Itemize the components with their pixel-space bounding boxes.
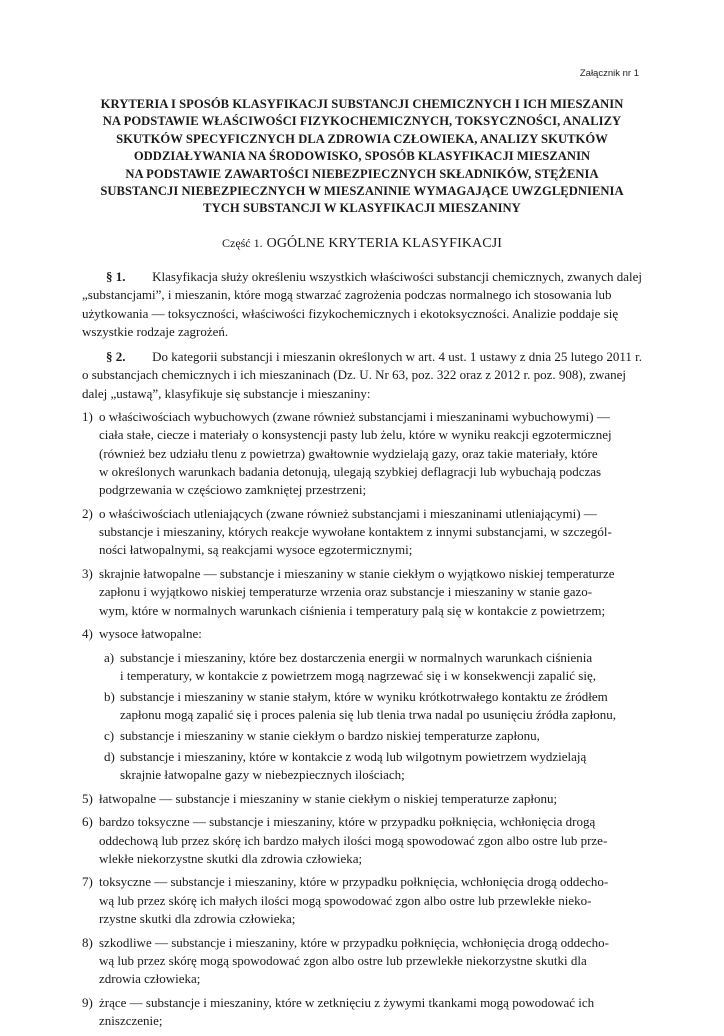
line-text: dalej „ustawą”, klasyfikuje się substancje i mieszaniny: xyxy=(82,385,371,401)
line-text: wym, które w normalnych warunkach ciśnienia i temperatury palą się w kontakcie z powietrzem; xyxy=(99,602,606,618)
line-text: skrajnie łatwopalne — substancje i mieszaniny w stanie ciekłym o wyjątkowo niskiej temperaturze xyxy=(99,565,615,581)
item-number: 4) xyxy=(82,626,93,642)
part-label: Część 1. xyxy=(221,236,263,250)
text-line xyxy=(120,667,642,685)
line-text: oddechową lub przez skórę ich bardzo małych ilości mogą spowodować zgon albo ostre lub prze- xyxy=(99,832,608,848)
item-number: 3) xyxy=(82,565,93,581)
classification-list xyxy=(82,408,642,1036)
text-line xyxy=(99,583,642,601)
line-text: łatwopalne — substancje i mieszaniny w stanie ciekłym o niskiej temperaturze zapłonu; xyxy=(99,790,558,806)
text-line xyxy=(82,286,642,304)
line-text: użytkowania — toksyczności, właściwości fizykochemicznych i ekotoksyczności. Analizie poddaje się xyxy=(82,305,619,321)
text-line xyxy=(120,706,642,724)
line-text: Klasyfikacja służy określeniu wszystkich właściwości substancji chemicznych, zwanych dalej xyxy=(152,269,642,284)
list-item xyxy=(82,565,642,620)
line-text: zniszczenie; xyxy=(99,1013,163,1029)
sub-item-letter: d) xyxy=(104,748,115,764)
text-line xyxy=(99,625,642,643)
line-text: ności łatwopalnymi, są reakcjami wysoce egzotermicznymi; xyxy=(99,542,413,558)
line-text: żrące — substancje i mieszaniny, które w zetknięciu z żywymi tkankami mogą powodować ich xyxy=(99,994,595,1010)
text-line xyxy=(99,910,642,928)
line-text: i temperatury, w kontakcie z powietrzem mogą nagrzewać się i w konsekwencji zapalić się, xyxy=(120,668,596,684)
line-text: wysoce łatwopalne: xyxy=(99,626,202,642)
line-text: zapłonu i wyjątkowo niskiej temperaturze wrzenia oraz substancje i mieszaniny w stanie gazo- xyxy=(99,584,593,600)
paragraph-mark: § 2. xyxy=(106,349,126,364)
line-text: w określonych warunkach badania detonują, ulegają szybkiej deflagracji lub wybuchają podczas xyxy=(99,463,602,479)
text-line xyxy=(82,305,642,323)
line-text: substancje i mieszaniny w stanie stałym, które w wyniku krótkotrwałego kontaktu ze źródłem xyxy=(120,688,608,704)
line-text: wą lub przez skórę mogą spowodować zgon albo ostre lub przewlekłe niekorzystne skutki dla xyxy=(99,952,587,968)
text-line xyxy=(99,934,642,952)
item-number: 8) xyxy=(82,934,93,950)
part-heading xyxy=(0,234,724,252)
list-item xyxy=(82,790,642,808)
line-text: o właściwościach utleniających (zwane również substancjami i mieszaninami utleniającymi) — xyxy=(99,505,597,521)
line-text: o substancjach chemicznych i ich mieszaninach (Dz. U. Nr 63, poz. 322 oraz z 2012 r. poz. 908), zwanej xyxy=(82,367,627,383)
item-number: 2) xyxy=(82,505,93,521)
line-text: wą lub przez skórę ich małych ilości mogą spowodować zgon albo ostre lub przewlekłe nieko- xyxy=(99,892,592,908)
text-line xyxy=(99,505,642,523)
title-line: KRYTERIA I SPOSÓB KLASYFIKACJI SUBSTANCJI CHEMICZNYCH I ICH MIESZANIN xyxy=(100,97,624,111)
text-line xyxy=(120,649,642,667)
annex-label: Załącznik nr 1 xyxy=(579,68,639,79)
sub-item-letter: c) xyxy=(104,727,115,743)
text-line xyxy=(99,523,642,541)
item-number: 7) xyxy=(82,874,93,890)
line-text: substancje i mieszaniny, które w kontakcie z wodą lub wilgotnym powietrzem wydzielają xyxy=(120,748,587,764)
text-line xyxy=(82,366,642,384)
document-title xyxy=(90,96,634,218)
text-line xyxy=(99,790,642,808)
line-text: wszystkie rodzaje zagrożeń. xyxy=(82,323,229,339)
text-line xyxy=(82,348,642,366)
text-line xyxy=(82,268,642,286)
line-text: bardzo toksyczne — substancje i mieszaniny, które w przypadku połknięcia, wchłonięcia drogą xyxy=(99,814,596,830)
list-item xyxy=(82,813,642,868)
text-line xyxy=(99,850,642,868)
text-line xyxy=(82,385,642,403)
part-title: OGÓLNE KRYTERIA KLASYFIKACJI xyxy=(266,236,502,251)
text-line xyxy=(82,323,642,341)
sub-item xyxy=(82,748,642,785)
list-item xyxy=(82,505,642,560)
sub-item-letter: a) xyxy=(104,649,115,665)
text-line xyxy=(99,892,642,910)
text-line xyxy=(120,727,642,745)
text-line xyxy=(99,565,642,583)
text-line xyxy=(99,602,642,620)
text-line xyxy=(120,688,642,706)
paragraph-mark: § 1. xyxy=(106,269,126,284)
text-line xyxy=(99,541,642,559)
list-item xyxy=(82,408,642,499)
list-item xyxy=(82,994,642,1031)
line-text: szkodliwe — substancje i mieszaniny, które w przypadku połknięcia, wchłonięcia drogą oddecho- xyxy=(99,934,609,950)
sub-item xyxy=(82,688,642,725)
title-line: ODDZIAŁYWANIA NA ŚRODOWISKO, SPOSÓB KLASYFIKACJI MIESZANIN xyxy=(133,149,591,164)
item-number: 9) xyxy=(82,994,93,1010)
text-line xyxy=(99,481,642,499)
text-line xyxy=(99,832,642,850)
text-line xyxy=(99,952,642,970)
text-line xyxy=(99,1012,642,1030)
line-text: wlekłe niekorzystne skutki dla zdrowia człowieka; xyxy=(99,850,363,866)
title-line: SKUTKÓW SPECYFICZNYCH DLA ZDROWIA CZŁOWIEKA, ANALIZY SKUTKÓW xyxy=(116,131,608,146)
line-text: ciała stałe, ciecze i materiały o konsystencji pasty lub żelu, które w wyniku reakcji egzotermicznej xyxy=(99,427,612,443)
text-line xyxy=(99,873,642,891)
line-text: podgrzewania w częściowo zamkniętej przestrzeni; xyxy=(99,482,367,498)
text-line xyxy=(99,408,642,426)
item-number: 1) xyxy=(82,409,93,424)
text-line xyxy=(120,748,642,766)
line-text: Do kategorii substancji i mieszanin określonych w art. 4 ust. 1 ustawy z dnia 25 lutego 2011 r. xyxy=(152,349,642,364)
title-line: SUBSTANCJI NIEBEZPIECZNYCH W MIESZANINIE WYMAGAJĄCE UWZGLĘDNIENIA xyxy=(100,184,624,199)
text-line xyxy=(99,970,642,988)
item-number: 5) xyxy=(82,790,93,806)
sub-item-letter: b) xyxy=(104,688,115,704)
line-text: o właściwościach wybuchowych (zwane również substancjami i mieszaninami wybuchowymi) — xyxy=(99,409,610,424)
sub-item xyxy=(82,649,642,686)
text-line xyxy=(99,994,642,1012)
list-item xyxy=(82,625,642,643)
sub-item xyxy=(82,727,642,745)
list-item xyxy=(82,934,642,989)
title-line: NA PODSTAWIE ZAWARTOŚCI NIEBEZPIECZNYCH SKŁADNIKÓW, STĘŻENIA xyxy=(125,166,599,181)
item-number: 6) xyxy=(82,814,93,830)
line-text: substancje i mieszaniny, których reakcje wywołane kontaktem z innymi substancjami, w szczegól- xyxy=(99,524,612,540)
paragraph-2 xyxy=(82,348,642,403)
line-text: toksyczne — substancje i mieszaniny, które w przypadku połknięcia, wchłonięcia drogą oddecho- xyxy=(99,874,609,890)
list-item xyxy=(82,873,642,928)
text-line xyxy=(99,426,642,444)
text-line xyxy=(99,813,642,831)
text-line xyxy=(99,463,642,481)
line-text: zapłonu mogą zapalić się i proces palenia się lub tlenia trwa nadal po usunięciu źródła zapłonu, xyxy=(120,707,616,723)
title-line: NA PODSTAWIE WŁAŚCIWOŚCI FIZYKOCHEMICZNYCH, TOKSYCZNOŚCI, ANALIZY xyxy=(102,114,622,129)
line-text: (również bez udziału tlenu z powietrza) gwałtownie wydzielają gazy, oraz takie materiały, które xyxy=(99,445,598,461)
paragraph-1 xyxy=(82,268,642,341)
line-text: zdrowia człowieka; xyxy=(99,971,201,987)
line-text: „substancjami”, i mieszanin, które mogą stwarzać zagrożenia podczas normalnego ich stosowania lub xyxy=(82,287,612,303)
line-text: skrajnie łatwopalne gazy w niebezpiecznych ilościach; xyxy=(120,767,405,783)
text-line xyxy=(120,766,642,784)
line-text: substancje i mieszaniny, które bez dostarczenia energii w normalnych warunkach ciśnienia xyxy=(120,649,593,665)
text-line xyxy=(99,445,642,463)
title-line: TYCH SUBSTANCJI W KLASYFIKACJI MIESZANINY xyxy=(203,201,521,216)
line-text: rzystne skutki dla zdrowia człowieka; xyxy=(99,911,296,926)
line-text: substancje i mieszaniny w stanie ciekłym o bardzo niskiej temperaturze zapłonu, xyxy=(120,727,540,743)
